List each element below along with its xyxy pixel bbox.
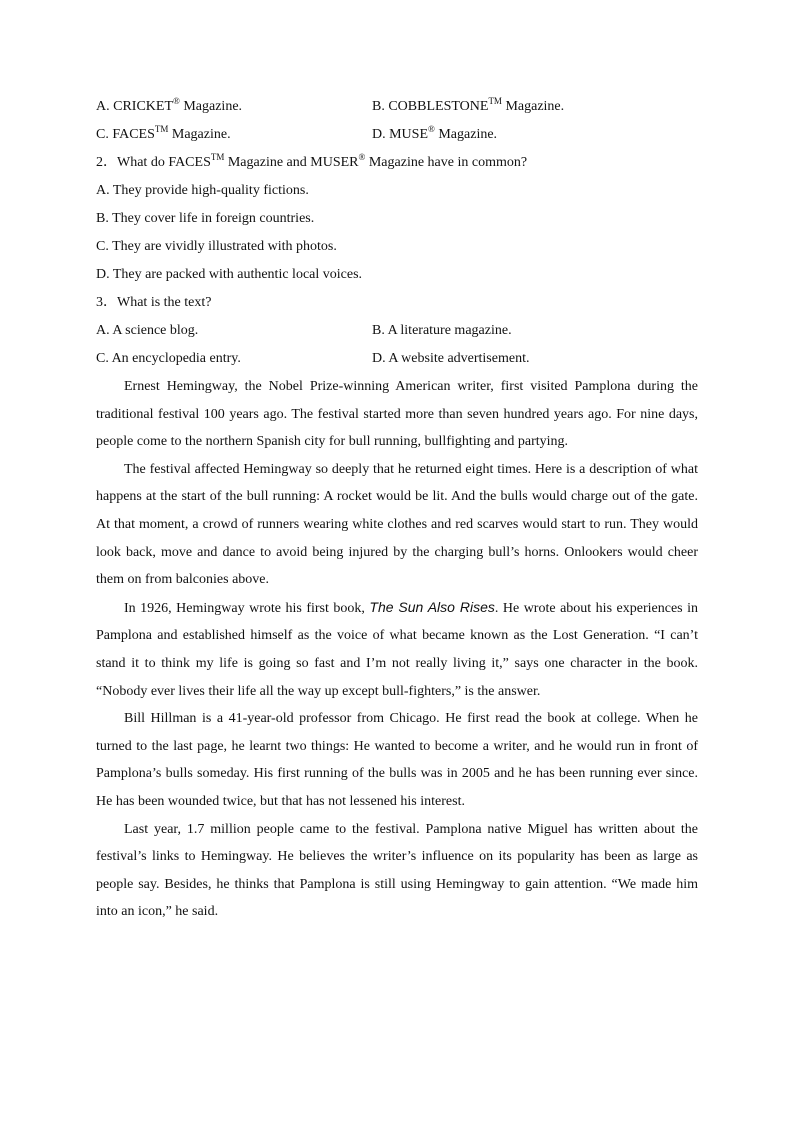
exam-page xyxy=(96,93,698,926)
passage-paragraph-1: Ernest Hemingway, the Nobel Prize-winning American writer, first visited Pamplona during the traditional festival 100 years ago. The festival started more than seven hundred years ago. For nine days, people come to the northern Spanish city for bull running, bullfighting and partying. xyxy=(96,379,698,450)
q2-stem: 2．What do FACES™ Magazine and MUSER® Magazine have in common? xyxy=(96,152,528,170)
q2-option-d: D. They are packed with authentic local voices. xyxy=(96,267,363,282)
book-title: The Sun Also Rises xyxy=(369,598,495,615)
passage-paragraph-3: In 1926, Hemingway wrote his first book, The Sun Also Rises. He wrote about his experiences in Pamplona and established himself as the voice of what became known as the Lost Generation. “I can’t stand it to think my life is going so fast and I’m not really living it,” says one character in the book. “Nobody ever lives their life all the way up except bull-fighters,” is the answer. xyxy=(96,598,698,699)
q2-option-a: A. They provide high-quality fictions. xyxy=(96,183,309,198)
q3-option-c: C. An encyclopedia entry. xyxy=(96,351,241,366)
q2-option-b: B. They cover life in foreign countries. xyxy=(96,211,315,226)
passage-paragraph-5: Last year, 1.7 million people came to the festival. Pamplona native Miguel has written about the festival’s links to Hemingway. He believes the writer’s influence on its popularity has been as large as people say. Besides, he thinks that Pamplona is still using Hemingway to gain attention. “We made him into an icon,” he said. xyxy=(96,821,698,920)
q1-option-c: C. FACES™ Magazine. xyxy=(96,124,231,142)
q3-stem: 3．What is the text? xyxy=(96,295,212,310)
q3-option-a: A. A science blog. xyxy=(96,323,199,338)
q3-options-row-2 xyxy=(96,345,698,373)
passage-paragraph-2: The festival affected Hemingway so deeply that he returned eight times. Here is a description of what happens at the start of the bull running: A rocket would be lit. And the bulls would charge out of the gate. At that moment, a crowd of runners wearing white clothes and red scarves would start to run. They would look back, move and dance to avoid being injured by the charging bull’s horns. Onlookers would cheer them on from balconies above. xyxy=(96,461,698,588)
q1-options-row-2 xyxy=(96,121,698,149)
q1-option-b: B. COBBLESTONE™ Magazine. xyxy=(372,96,565,114)
q1-option-d: D. MUSE® Magazine. xyxy=(372,124,498,142)
passage-paragraph-4: Bill Hillman is a 41-year-old professor from Chicago. He first read the book at college. When he turned to the last page, he learnt two things: He wanted to become a writer, and he would run in front of Pamplona’s bulls someday. His first running of the bulls was in 2005 and he has been running ever since. He has been wounded twice, but that has not lessened his interest. xyxy=(96,711,698,809)
q3-option-b: B. A literature magazine. xyxy=(372,323,512,338)
q2-option-c: C. They are vividly illustrated with photos. xyxy=(96,239,337,254)
q1-options-row-1 xyxy=(96,93,698,121)
q3-option-d: D. A website advertisement. xyxy=(372,351,530,366)
q1-option-a: A. CRICKET® Magazine. xyxy=(96,96,243,114)
q3-options-row-1 xyxy=(96,317,698,345)
